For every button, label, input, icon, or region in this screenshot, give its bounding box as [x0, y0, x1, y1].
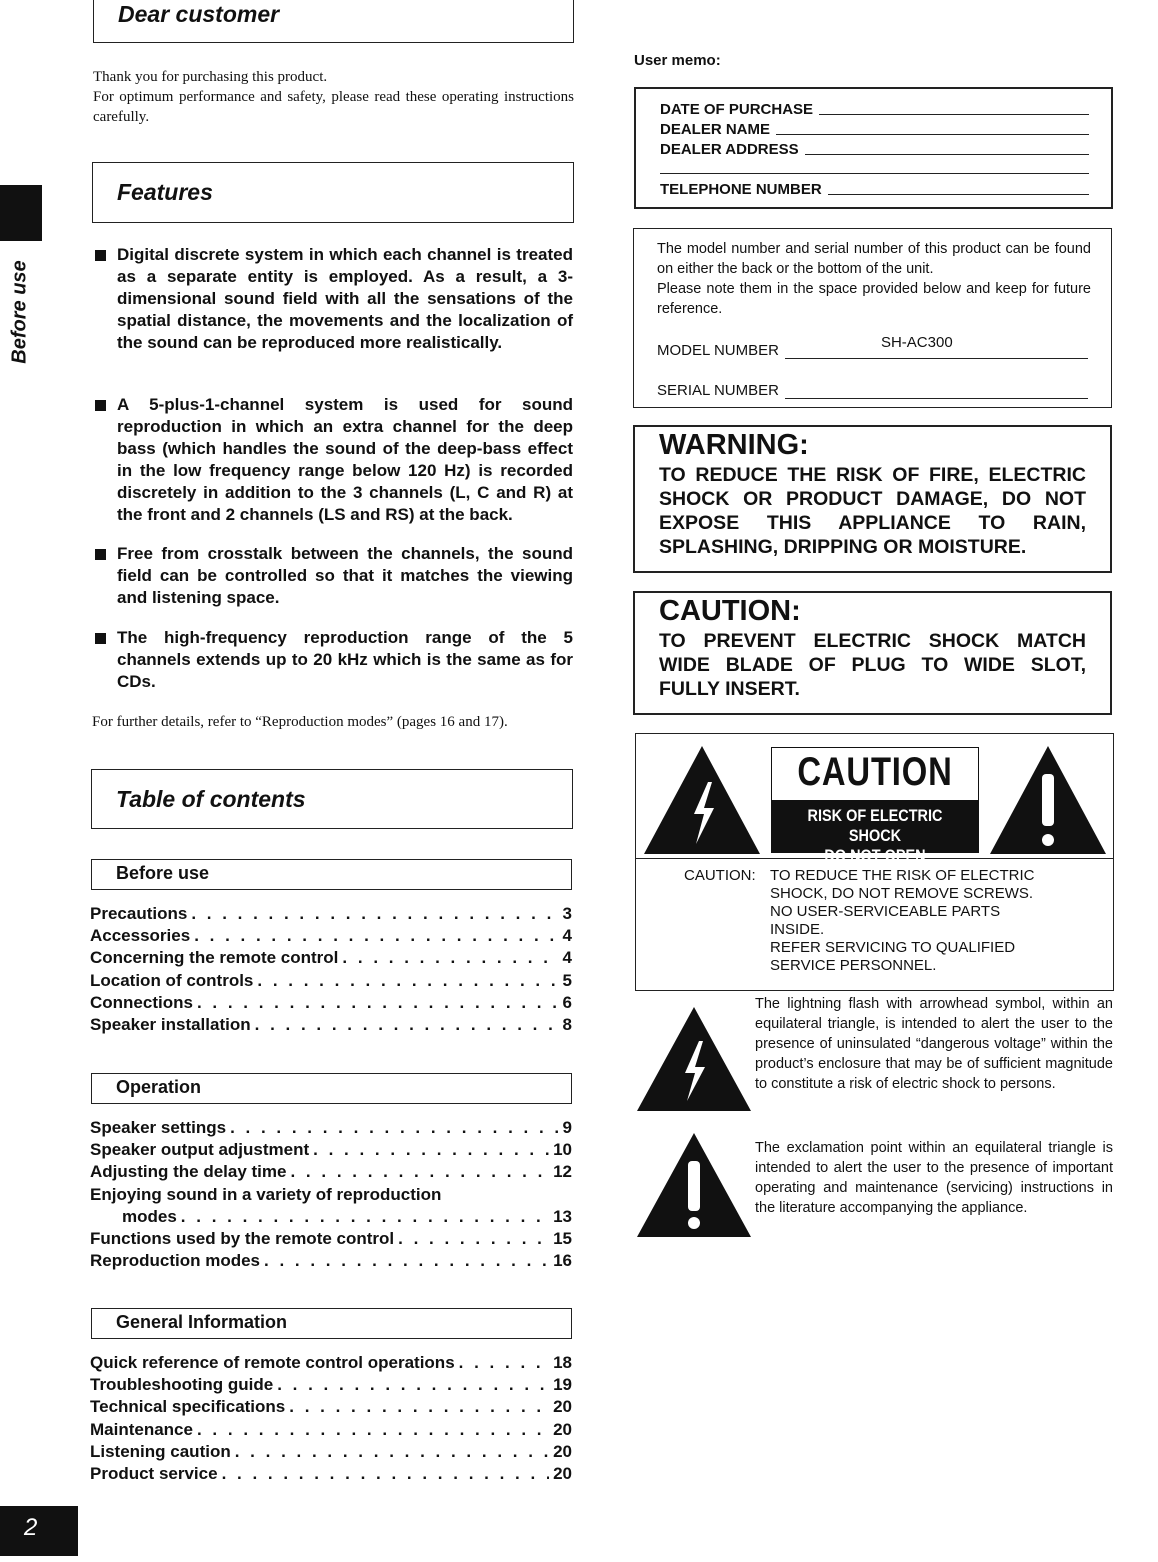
model-number-box [633, 228, 1112, 408]
exclamation-symbol-text: The exclamation point within an equilateral triangle is intended to alert the user to the presence of important operating and maintenance (servicing) instructions in the literature accompanying the appliance. [755, 1140, 1113, 1216]
dear-customer-line1: Thank you for purchasing this product. [93, 69, 328, 85]
caution-box [633, 591, 1112, 715]
features-footnote: For further details, refer to “Reproduction modes” (pages 16 and 17). [92, 714, 508, 730]
caution-label-prefix: CAUTION: [684, 867, 756, 884]
toc-entry[interactable]: Troubleshooting guide . . . 19 [90, 1375, 572, 1397]
exclamation-triangle-icon [988, 744, 1108, 856]
caution-black-band: RISK OF ELECTRIC SHOCK DO NOT OPEN [772, 800, 978, 852]
dear-customer-box [93, 0, 574, 43]
toc-box [91, 769, 573, 829]
lightning-symbol-icon [635, 1005, 753, 1113]
toc-entry[interactable]: Speaker installation . . . 8 [90, 1015, 572, 1037]
dear-customer-text [93, 67, 574, 127]
toc-entry[interactable]: Product service . . . 20 [90, 1464, 572, 1486]
exclamation-symbol-icon [635, 1131, 753, 1239]
memo-field[interactable]: DATE OF PURCHASE [660, 100, 1089, 118]
user-memo-label: User memo: [634, 52, 721, 69]
toc-entry[interactable]: Functions used by the remote control . . . 15 [90, 1229, 572, 1251]
lightning-symbol-text: The lightning flash with arrowhead symbol, within an equilateral triangle, is intended to alert the user to the presence of uninsulated “dangerous voltage” within the product’s enclosure that may be of sufficient magnitude to constitute a risk of electric shock to persons. [755, 996, 1113, 1092]
bullet-icon [95, 633, 106, 644]
bullet-icon [95, 250, 106, 261]
warning-text: TO REDUCE THE RISK OF FIRE, ELECTRIC SHOCK OR PRODUCT DAMAGE, DO NOT EXPOSE THIS APPLIANCE TO RAIN, SPLASHING, DRIPPING OR MOISTURE. [659, 464, 1086, 558]
toc-entry[interactable]: Quick reference of remote control operations . . . 18 [90, 1353, 572, 1375]
toc-section-before-use [91, 859, 572, 890]
toc-section-heading: Operation [116, 1077, 202, 1097]
toc-list-before-use [90, 904, 572, 1037]
caution-center-panel [771, 747, 979, 865]
dear-customer-line2: For optimum performance and safety, please read these operating instructions carefully. [93, 89, 574, 125]
toc-entry[interactable]: Connections . . . 6 [90, 993, 572, 1015]
memo-field[interactable]: DEALER ADDRESS [660, 140, 1089, 158]
warning-title: WARNING: [659, 429, 809, 461]
user-memo-box [634, 87, 1113, 209]
caution-big-text: CAUTION [797, 750, 953, 794]
warning-box [633, 425, 1112, 573]
toc-section-heading: Before use [116, 863, 210, 883]
page-number: 2 [24, 1514, 38, 1541]
memo-field[interactable]: TELEPHONE NUMBER [660, 180, 1089, 198]
feature-item: The high-frequency reproduction range of the 5 channels extends up to 20 kHz which is the same as for CDs. [95, 627, 573, 693]
side-tab-marker [0, 185, 42, 241]
features-box [92, 162, 574, 223]
toc-entry[interactable]: Precautions . . . 3 [90, 904, 572, 926]
toc-section-operation [91, 1073, 572, 1104]
toc-entry[interactable]: Adjusting the delay time . . . 12 [90, 1162, 572, 1184]
memo-divider [660, 173, 1089, 174]
side-tab-label: Before use [8, 260, 31, 364]
features-title: Features [117, 179, 213, 205]
feature-item: Free from crosstalk between the channels, the sound field can be controlled so that it matches the viewing and listening space. [95, 543, 573, 609]
toc-entry[interactable]: Technical specifications . . . 20 [90, 1397, 572, 1419]
caution-text: TO PREVENT ELECTRIC SHOCK MATCH WIDE BLADE OF PLUG TO WIDE SLOT, FULLY INSERT. [659, 630, 1086, 700]
caution-title: CAUTION: [659, 595, 801, 627]
toc-entry[interactable]: modes . . . 13 [90, 1207, 572, 1229]
toc-entry[interactable]: Location of controls . . . 5 [90, 971, 572, 993]
bullet-icon [95, 400, 106, 411]
model-number-value: SH-AC300 [880, 334, 953, 351]
toc-entry[interactable]: Speaker output adjustment . . . 10 [90, 1140, 572, 1162]
toc-entry[interactable]: Accessories . . . 4 [90, 926, 572, 948]
serial-number-field[interactable]: SERIAL NUMBER [657, 378, 1088, 399]
caution-label-box [635, 733, 1114, 991]
toc-section-heading: General Information [116, 1312, 288, 1332]
dear-customer-title: Dear customer [118, 1, 280, 27]
toc-entry[interactable]: Speaker settings . . . 9 [90, 1118, 572, 1140]
memo-field[interactable]: DEALER NAME [660, 120, 1089, 138]
toc-list-operation [90, 1118, 572, 1273]
model-number-field[interactable]: MODEL NUMBER SH-AC300 [657, 338, 1088, 359]
page-number-tab [0, 1506, 78, 1556]
feature-item: Digital discrete system in which each channel is treated as a separate entity is employed. As a result, a 3-dimensional sound field with all the sensations of the spatial distance, the movements and the localization of the sound can be reproduced more realistically. [95, 244, 573, 354]
toc-entry[interactable]: Concerning the remote control . . . 4 [90, 948, 572, 970]
model-box-text: The model number and serial number of this product can be found on either the back or the bottom of the unit. Please note them in the space provided below and keep for future reference. [657, 241, 1091, 317]
caution-label-lines: TO REDUCE THE RISK OF ELECTRIC SHOCK, DO NOT REMOVE SCREWS. NO USER-SERVICEABLE PARTS INSIDE. REFER SERVICING TO QUALIFIED SERVICE PERSONNEL. [770, 867, 1035, 974]
bullet-icon [95, 549, 106, 560]
toc-title: Table of contents [116, 786, 306, 812]
toc-entry[interactable]: Reproduction modes . . . 16 [90, 1251, 572, 1273]
feature-item: A 5-plus-1-channel system is used for sound reproduction in which an extra channel for the deep bass (which handles the sound of the deep-bass effect in the low frequency range below 120 Hz) is recorded discretely in addition to the 3 channels (L, C and R) at the front and 2 channels (LS and RS) at the back. [95, 394, 573, 526]
toc-entry[interactable]: Enjoying sound in a variety of reproduction [90, 1184, 442, 1204]
toc-entry[interactable]: Maintenance . . . 20 [90, 1420, 572, 1442]
toc-entry[interactable]: Listening caution . . . 20 [90, 1442, 572, 1464]
toc-section-general-information [91, 1308, 572, 1339]
toc-list-general-information [90, 1353, 572, 1486]
lightning-triangle-icon [642, 744, 762, 856]
